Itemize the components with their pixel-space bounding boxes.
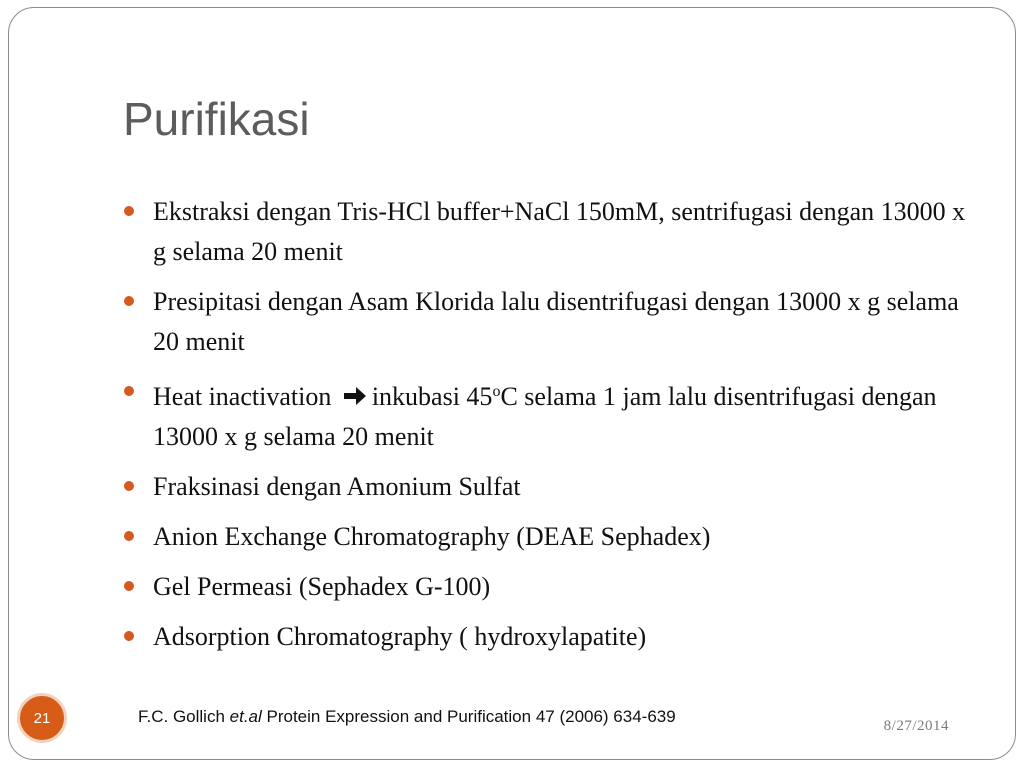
- bullet-item-precipitation: [153, 282, 973, 362]
- bullet-text: Anion Exchange Chromatography (DEAE Sephadex): [153, 522, 711, 551]
- bullet-item-anion-exchange: [153, 517, 973, 557]
- arrow-right-icon: [342, 385, 368, 407]
- bullet-item-gel-permeation: [153, 567, 973, 607]
- bullet-item-heat-inactivation: [153, 372, 973, 457]
- bullet-dot-icon: [124, 386, 134, 396]
- bullet-text-after-degree: C selama 1 jam lalu disentrifugasi dengan 13000 x g selama 20 menit: [153, 382, 937, 451]
- slide-date: 8/27/2014: [883, 718, 949, 734]
- page-number-badge: [17, 693, 67, 743]
- bullet-text: Fraksinasi dengan Amonium Sulfat: [153, 472, 521, 501]
- bullet-item-adsorption: [153, 617, 973, 657]
- bullet-dot-icon: [124, 631, 134, 641]
- slide-title: Purifikasi: [123, 93, 310, 145]
- citation-details: Protein Expression and Purification 47 (2006) 634-639: [261, 707, 676, 726]
- slide-frame: [8, 7, 1016, 760]
- bullet-item-extraction: [153, 192, 973, 272]
- bullet-dot-icon: [124, 206, 134, 216]
- bullet-text: Adsorption Chromatography ( hydroxylapatite): [153, 622, 647, 651]
- bullet-text: Gel Permeasi (Sephadex G-100): [153, 572, 491, 601]
- bullet-text: Ekstraksi dengan Tris-HCl buffer+NaCl 150mM, sentrifugasi dengan 13000 x g selama 20 menit: [153, 197, 966, 266]
- page-number: 21: [33, 709, 51, 727]
- bullet-text: Presipitasi dengan Asam Klorida lalu disentrifugasi dengan 13000 x g selama 20 menit: [153, 287, 959, 356]
- citation-author: F.C. Gollich: [138, 707, 230, 726]
- bullet-dot-icon: [124, 296, 134, 306]
- bullet-item-fractionation: [153, 467, 973, 507]
- bullet-dot-icon: [124, 581, 134, 591]
- degree-superscript: o: [492, 383, 501, 400]
- bullet-dot-icon: [124, 481, 134, 491]
- citation-etal: et.al: [229, 707, 262, 726]
- bullet-dot-icon: [124, 531, 134, 541]
- bullet-list: [153, 192, 973, 667]
- footer-citation: [138, 707, 676, 727]
- bullet-text-before-arrow: Heat inactivation: [153, 382, 332, 411]
- bullet-text-after-arrow: inkubasi 45: [371, 382, 493, 411]
